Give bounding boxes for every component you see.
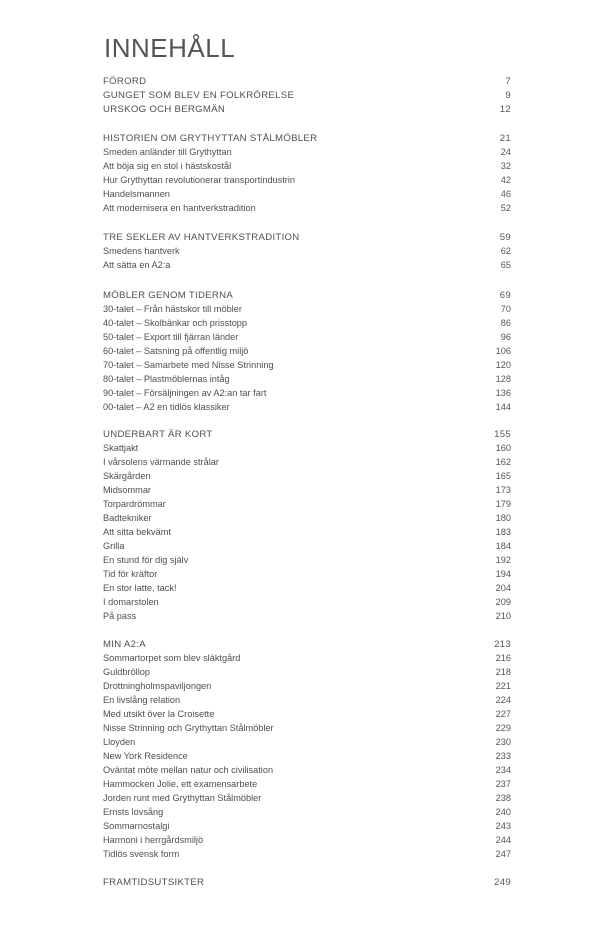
toc-entry-title: Med utsikt över la Croisette xyxy=(103,709,215,719)
toc-entry xyxy=(103,303,511,316)
toc-entry-title: Torpardrömmar xyxy=(103,499,166,509)
toc-entry-title: 50-talet – Export till fjärran länder xyxy=(103,332,239,342)
toc-entry xyxy=(103,582,511,595)
toc-entry-title: MÖBLER GENOM TIDERNA xyxy=(103,290,234,301)
toc-entry-title: 60-talet – Satsning på offentlig miljö xyxy=(103,346,249,356)
toc-page-number: 86 xyxy=(500,318,511,328)
toc-section-heading xyxy=(103,289,511,302)
toc-entry-title: Smedens hantverk xyxy=(103,246,180,256)
toc-entry-title: Sommarnostalgi xyxy=(103,821,170,831)
toc-entry xyxy=(103,568,511,581)
toc-entry xyxy=(103,498,511,511)
toc-entry-title: TRE SEKLER AV HANTVERKSTRADITION xyxy=(103,232,300,243)
toc-entry-title: Att böja sig en stol i hästskostål xyxy=(103,161,232,171)
toc-entry xyxy=(103,401,511,414)
toc-entry-title: I domarstolen xyxy=(103,597,159,607)
toc-entry-title: Midsommar xyxy=(103,485,151,495)
toc-entry-title: FÖRORD xyxy=(103,76,147,87)
toc-section-heading xyxy=(103,876,511,889)
toc-entry-title: Harmoni i herrgårdsmiljö xyxy=(103,835,204,845)
toc-entry xyxy=(103,245,511,258)
toc-entry-title: Handelsmannen xyxy=(103,189,170,199)
toc-page-number: 209 xyxy=(495,597,511,607)
toc-page-number: 230 xyxy=(495,737,511,747)
toc-page-number: 234 xyxy=(495,765,511,775)
toc-entry xyxy=(103,174,511,187)
toc-entry-title: Att sätta en A2:a xyxy=(103,260,171,270)
toc-page-number: 249 xyxy=(494,877,511,888)
toc-entry-title: FRAMTIDSUTSIKTER xyxy=(103,877,205,888)
toc-entry xyxy=(103,317,511,330)
toc-entry xyxy=(103,610,511,623)
toc-page-number: 237 xyxy=(495,779,511,789)
toc-page-number: 184 xyxy=(495,541,511,551)
toc-page-number: 52 xyxy=(500,203,511,213)
toc-entry xyxy=(103,387,511,400)
toc-page-number: 21 xyxy=(499,133,511,144)
toc-entry xyxy=(103,259,511,272)
toc-entry-title: Hur Grythyttan revolutionerar transportindustrin xyxy=(103,175,295,185)
toc-entry-title: Guldbröllop xyxy=(103,667,150,677)
toc-entry-title: Tid för kräftor xyxy=(103,569,158,579)
toc-entry-title: En stor latte, tack! xyxy=(103,583,177,593)
toc-entry-title: Smeden anländer till Grythyttan xyxy=(103,147,232,157)
toc-entry-title: 90-talet – Försäljningen av A2:an tar fart xyxy=(103,388,267,398)
toc-entry xyxy=(103,722,511,735)
toc-entry-title: Skattjakt xyxy=(103,443,139,453)
toc-entry-title: UNDERBART ÄR KORT xyxy=(103,429,213,440)
toc-page-number: 65 xyxy=(500,260,511,270)
toc-entry-title: Nisse Strinning och Grythyttan Stålmöbler xyxy=(103,723,274,733)
toc-page-number: 42 xyxy=(500,175,511,185)
toc-page-number: 9 xyxy=(505,90,511,101)
toc-entry xyxy=(103,666,511,679)
toc-entry xyxy=(103,680,511,693)
toc-page-number: 224 xyxy=(495,695,511,705)
toc-page-number: 160 xyxy=(495,443,511,453)
toc-page-number: 204 xyxy=(495,583,511,593)
toc-entry-title: Jorden runt med Grythyttan Stålmöbler xyxy=(103,793,262,803)
toc-page-number: 179 xyxy=(495,499,511,509)
toc-page-number: 70 xyxy=(500,304,511,314)
toc-entry xyxy=(103,820,511,833)
toc-entry-title: 80-talet – Plastmöblernas intåg xyxy=(103,374,230,384)
toc-page-number: 136 xyxy=(495,388,511,398)
toc-entry-title: På pass xyxy=(103,611,137,621)
toc-entry xyxy=(103,540,511,553)
toc-entry-title: Hammocken Jolie, ett examensarbete xyxy=(103,779,258,789)
toc-page-number: 192 xyxy=(495,555,511,565)
toc-page-number: 238 xyxy=(495,793,511,803)
toc-page-number: 233 xyxy=(495,751,511,761)
toc-page-number: 240 xyxy=(495,807,511,817)
toc-entry-title: Ernsts lovsång xyxy=(103,807,164,817)
toc-entry-title: Grilla xyxy=(103,541,125,551)
toc-entry-title: 40-talet – Skolbänkar och prisstopp xyxy=(103,318,248,328)
toc-entry xyxy=(103,764,511,777)
toc-entry xyxy=(103,373,511,386)
toc-page-number: 144 xyxy=(495,402,511,412)
page-title: INNEHÅLL xyxy=(104,33,236,63)
toc-entry xyxy=(103,736,511,749)
toc-page-number: 96 xyxy=(500,332,511,342)
toc-page-number: 32 xyxy=(500,161,511,171)
toc-page-number: 62 xyxy=(500,246,511,256)
toc-section-heading xyxy=(103,75,511,88)
toc-entry xyxy=(103,596,511,609)
toc-page-number: 59 xyxy=(499,232,511,243)
toc-entry xyxy=(103,834,511,847)
toc-entry xyxy=(103,708,511,721)
toc-entry-title: 30-talet – Från hästskor till möbler xyxy=(103,304,242,314)
toc-section-heading xyxy=(103,132,511,145)
toc-entry xyxy=(103,848,511,861)
toc-entry xyxy=(103,554,511,567)
toc-page-number: 247 xyxy=(495,849,511,859)
toc-page-number: 12 xyxy=(499,104,511,115)
toc-entry xyxy=(103,359,511,372)
toc-entry-title: URSKOG OCH BERGMÄN xyxy=(103,104,226,115)
toc-page-number: 165 xyxy=(495,471,511,481)
toc-page-number: 221 xyxy=(495,681,511,691)
toc-entry xyxy=(103,694,511,707)
toc-entry xyxy=(103,345,511,358)
toc-page-number: 162 xyxy=(495,457,511,467)
toc-section-heading xyxy=(103,103,511,116)
toc-entry xyxy=(103,188,511,201)
toc-entry-title: 70-talet – Samarbete med Nisse Strinning xyxy=(103,360,274,370)
toc-page-number: 194 xyxy=(495,569,511,579)
toc-entry-title: Skärgården xyxy=(103,471,151,481)
toc-entry xyxy=(103,442,511,455)
toc-page-number: 128 xyxy=(495,374,511,384)
toc-page-number: 106 xyxy=(495,346,511,356)
toc-entry-title: Drottningholmspaviljongen xyxy=(103,681,212,691)
toc-entry-title: Sommartorpet som blev släktgård xyxy=(103,653,241,663)
toc-page-number: 155 xyxy=(494,429,511,440)
toc-page-number: 183 xyxy=(495,527,511,537)
toc-entry-title: Tidlös svensk form xyxy=(103,849,180,859)
toc-page-number: 180 xyxy=(495,513,511,523)
toc-page-number: 7 xyxy=(505,76,511,87)
toc-section-heading xyxy=(103,231,511,244)
toc-page-number: 69 xyxy=(499,290,511,301)
toc-entry-title: MIN A2:A xyxy=(103,639,146,650)
toc-entry xyxy=(103,331,511,344)
toc-entry-title: En livslång relation xyxy=(103,695,181,705)
toc-entry xyxy=(103,160,511,173)
toc-page-number: 46 xyxy=(500,189,511,199)
toc-entry xyxy=(103,750,511,763)
toc-entry-title: New York Residence xyxy=(103,751,188,761)
toc-page-number: 244 xyxy=(495,835,511,845)
toc-section-heading xyxy=(103,89,511,102)
toc-entry xyxy=(103,470,511,483)
toc-page-number: 120 xyxy=(495,360,511,370)
toc-entry-title: Att sitta bekvämt xyxy=(103,527,171,537)
toc-page-number: 173 xyxy=(495,485,511,495)
toc-entry xyxy=(103,512,511,525)
toc-entry xyxy=(103,652,511,665)
toc-entry xyxy=(103,778,511,791)
toc-entry xyxy=(103,806,511,819)
toc-entry-title: Lloyden xyxy=(103,737,136,747)
toc-entry-title: HISTORIEN OM GRYTHYTTAN STÅLMÖBLER xyxy=(103,133,318,144)
toc-entry xyxy=(103,202,511,215)
toc-page-number: 229 xyxy=(495,723,511,733)
toc-entry-title: 00-talet – A2 en tidlös klassiker xyxy=(103,402,230,412)
toc-entry-title: I vårsolens värmande strålar xyxy=(103,457,219,467)
toc-entry xyxy=(103,456,511,469)
toc-entry xyxy=(103,484,511,497)
toc-page-number: 24 xyxy=(500,147,511,157)
toc-entry-title: Att modernisera en hantverkstradition xyxy=(103,203,256,213)
toc-page-number: 216 xyxy=(495,653,511,663)
toc-section-heading xyxy=(103,428,511,441)
toc-entry-title: GUNGET SOM BLEV EN FOLKRÖRELSE xyxy=(103,90,295,101)
toc-entry xyxy=(103,146,511,159)
toc-entry-title: Badtekniker xyxy=(103,513,152,523)
toc-page-number: 243 xyxy=(495,821,511,831)
toc-page-number: 218 xyxy=(495,667,511,677)
toc-entry-title: En stund för dig själv xyxy=(103,555,189,565)
toc-page-number: 227 xyxy=(495,709,511,719)
toc-page-number: 213 xyxy=(494,639,511,650)
toc-section-heading xyxy=(103,638,511,651)
toc-page-number: 210 xyxy=(495,611,511,621)
toc-entry xyxy=(103,526,511,539)
toc-entry xyxy=(103,792,511,805)
toc-entry-title: Oväntat möte mellan natur och civilisation xyxy=(103,765,274,775)
